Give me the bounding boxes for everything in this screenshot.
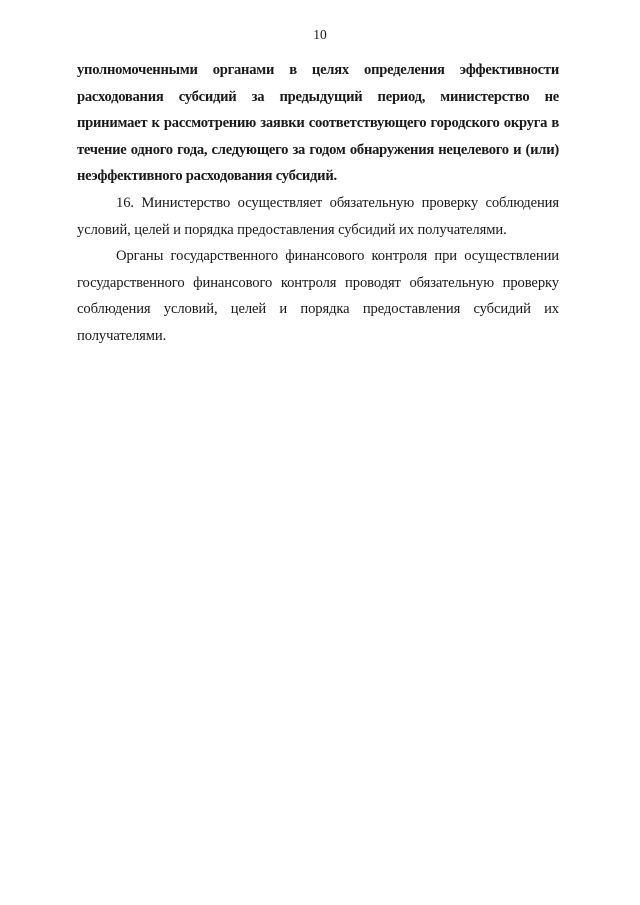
paragraph-financial-control: Органы государственного финансового контроля при осуществлении государственного финансового контроля проводят обязательную проверку соблюдения условий, целей и порядка предоставления субсидий их получателями.: [77, 248, 559, 344]
paragraph-continuation: уполномоченными органами в целях определения эффективности расходования субсидий за предыдущий период, министерство не принимает к рассмотрению заявки соответствующего городского округа в течение одного года, следующего за годом обнаружения нецелевого и (или) неэффективного расходования субсидий.: [77, 62, 559, 185]
paragraph-item-16: 16. Министерство осуществляет обязательную проверку соблюдения условий, целей и порядка предоставления субсидий их получателями.: [77, 194, 559, 238]
document-body: [77, 57, 559, 350]
page-number: 10: [313, 27, 327, 42]
